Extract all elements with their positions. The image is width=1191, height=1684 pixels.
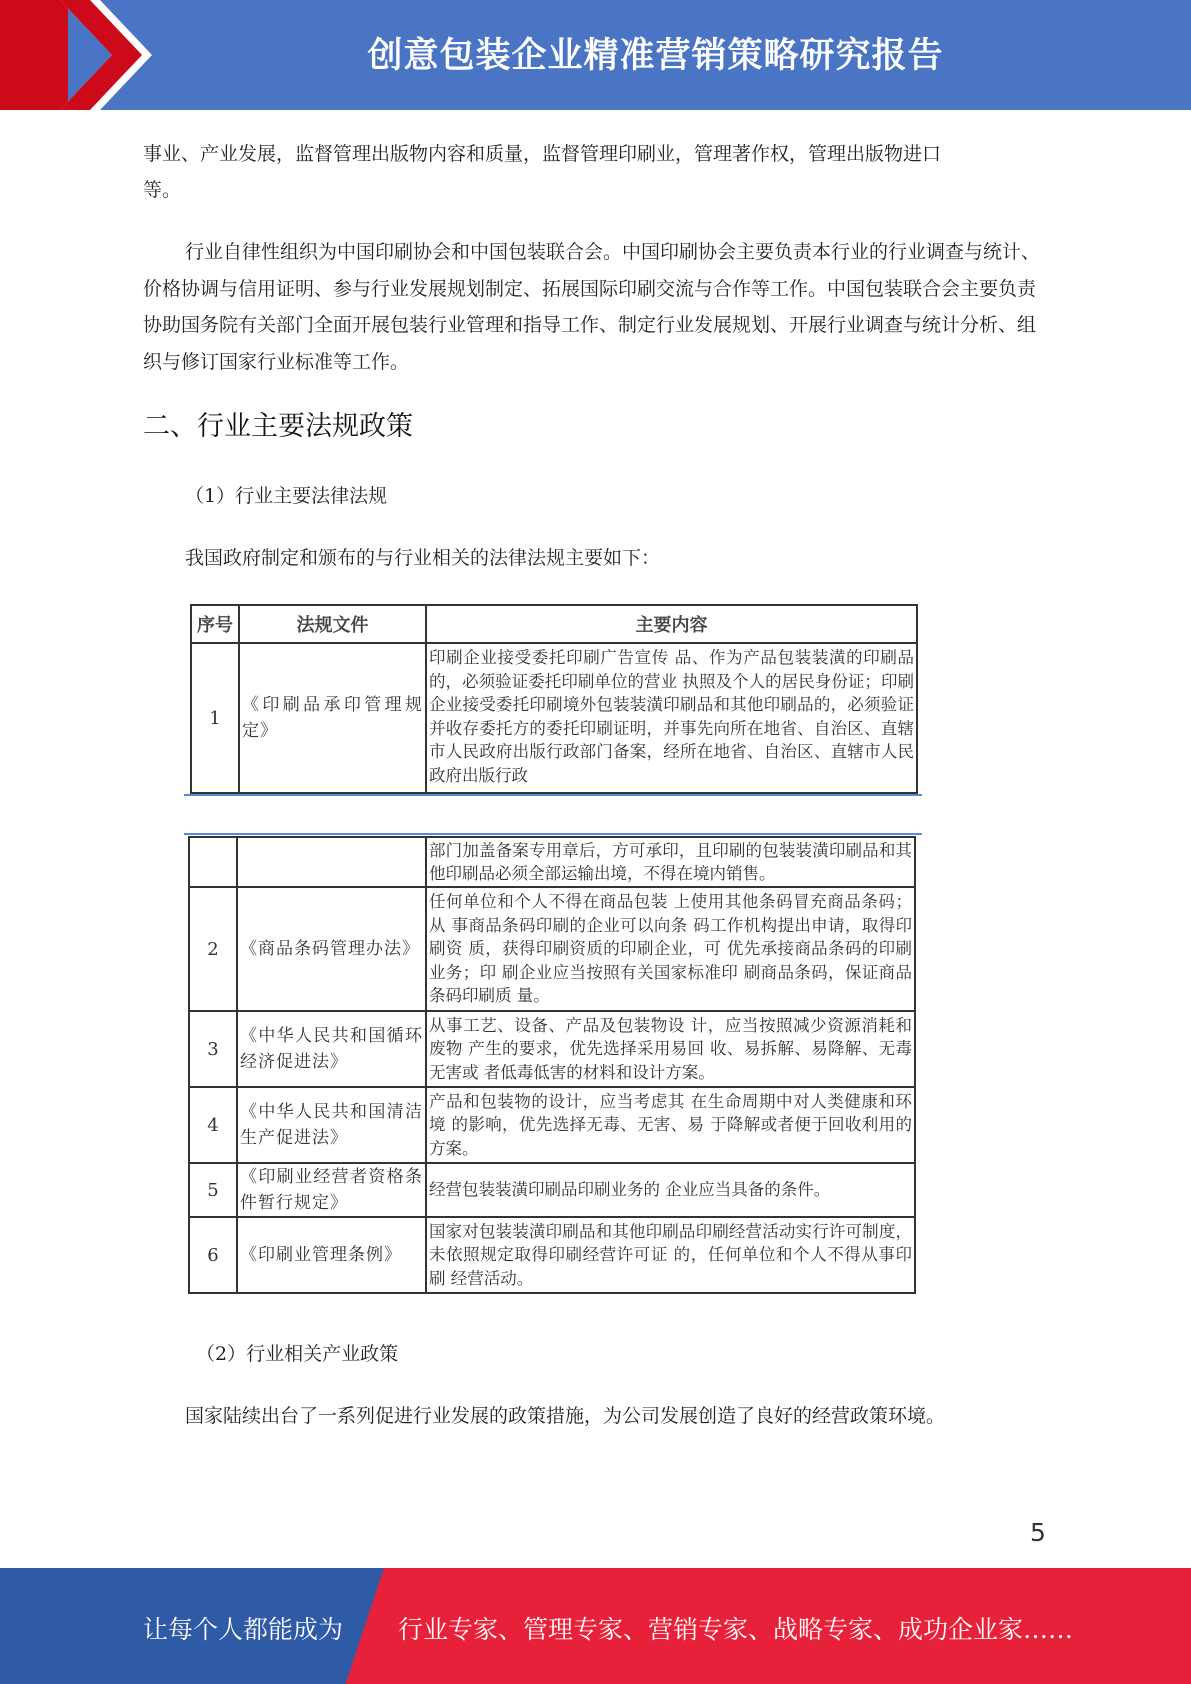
table-break-line-bottom [184, 833, 922, 835]
row-content: 产品和包装物的设计，应当考虑其 在生命周期中对人类健康和环境 的影响，优先选择无毒、无害、易 于降解或者便于回收利用的方案。 [426, 1087, 915, 1163]
row-content: 国家对包装装潢印刷品和其他印刷品印刷经营活动实行许可制度， 未依照规定取得印刷经营许可证 的，任何单位和个人不得从事印刷 经营活动。 [426, 1217, 915, 1293]
table-row [189, 1011, 915, 1087]
table-header-row [191, 605, 917, 643]
section-title: 二、行业主要法规政策 [143, 411, 413, 442]
laws-table-part-2 [188, 836, 916, 1294]
page-number: 5 [1030, 1518, 1046, 1547]
table-row [189, 1163, 915, 1217]
footer-slogan-left: 让每个人都能成为 [143, 1615, 344, 1644]
row-no: 6 [189, 1217, 237, 1293]
row-no: 4 [189, 1087, 237, 1163]
table-row [189, 1087, 915, 1163]
header-law: 法规文件 [239, 605, 426, 643]
table-row [189, 1217, 915, 1293]
header-content: 主要内容 [426, 605, 917, 643]
paragraph-1-line-1: 事业、产业发展，监督管理出版物内容和质量，监督管理印刷业，管理著作权，管理出版物进口 [143, 143, 942, 165]
row-no: 5 [189, 1163, 237, 1217]
row-law: 《中华人民共和国清洁生产促进法》 [237, 1087, 426, 1163]
row-content: 印刷企业接受委托印刷广告宣传 品、作为产品包装装潢的印刷品 的，必须验证委托印刷单位的营业 执照及个人的居民身份证；印刷企业接受委托印刷境外包装装潢印刷品和其他印刷品的，必须验证并收存委托方的委托印刷证明，并事先向所在地省、自治区、直辖市人民政府出版行政部门备案，经所在地省、自治区、直辖市人民政府出版行政 [426, 643, 917, 793]
row-law-empty [237, 837, 426, 887]
table-row [191, 643, 917, 793]
row-law: 《商品条码管理办法》 [237, 887, 426, 1011]
row-no-empty [189, 837, 237, 887]
row-law: 《中华人民共和国循环经济促进法》 [237, 1011, 426, 1087]
page-header [0, 0, 1191, 110]
subheading-policies: （2）行业相关产业政策 [196, 1343, 399, 1365]
row-no: 3 [189, 1011, 237, 1087]
closing-paragraph: 国家陆续出台了一系列促进行业发展的政策措施，为公司发展创造了良好的经营政策环境。 [185, 1405, 946, 1427]
header-no: 序号 [191, 605, 239, 643]
page-title: 创意包装企业精准营销策略研究报告 [367, 36, 944, 76]
table-break-line-top [184, 794, 922, 796]
row-content: 部门加盖备案专用章后，方可承印，且印刷的包装装潢印刷品和其他印刷品必须全部运输出境，不得在境内销售。 [426, 837, 915, 887]
row-no: 2 [189, 887, 237, 1011]
row-law: 《印刷业经营者资格条件暂行规定》 [237, 1163, 426, 1217]
table-row [189, 837, 915, 887]
paragraph-1 [143, 136, 1048, 208]
row-content: 从事工艺、设备、产品及包装物设 计，应当按照减少资源消耗和废物 产生的要求，优先选择采用易回 收、易拆解、易降解、无毒无害或 者低毒低害的材料和设计方案。 [426, 1011, 915, 1087]
paragraph-1-line-2: 等。 [143, 179, 182, 201]
table-row [189, 887, 915, 1011]
row-law: 《印刷品承印管理规定》 [239, 643, 426, 793]
page-footer [0, 1568, 1191, 1684]
row-law: 《印刷业管理条例》 [237, 1217, 426, 1293]
table-intro: 我国政府制定和颁布的与行业相关的法律法规主要如下： [185, 547, 661, 569]
footer-slogan-right: 行业专家、管理专家、营销专家、战略专家、成功企业家…… [398, 1615, 1074, 1644]
row-content: 经营包装装潢印刷品印刷业务的 企业应当具备的条件。 [426, 1163, 915, 1217]
laws-table-part-1 [190, 604, 918, 794]
paragraph-2: 行业自律性组织为中国印刷协会和中国包装联合会。中国印刷协会主要负责本行业的行业调查与统计、价格协调与信用证明、参与行业发展规划制定、拓展国际印刷交流与合作等工作。中国包装联合会主要负责协助国务院有关部门全面开展包装行业管理和指导工作、制定行业发展规划、开展行业调查与统计分析、组织与修订国家行业标准等工作。 [143, 241, 1041, 373]
row-content: 任何单位和个人不得在商品包装 上使用其他条码冒充商品条码；从 事商品条码印刷的企业可以向条 码工作机构提出申请，取得印刷资 质，获得印刷资质的印刷企业，可 优先承接商品条码的印刷业务；印 刷企业应当按照有关国家标准印 刷商品条码，保证商品条码印刷质 量。 [426, 887, 915, 1011]
subheading-laws: （1）行业主要法律法规 [185, 485, 388, 507]
row-no: 1 [191, 643, 239, 793]
